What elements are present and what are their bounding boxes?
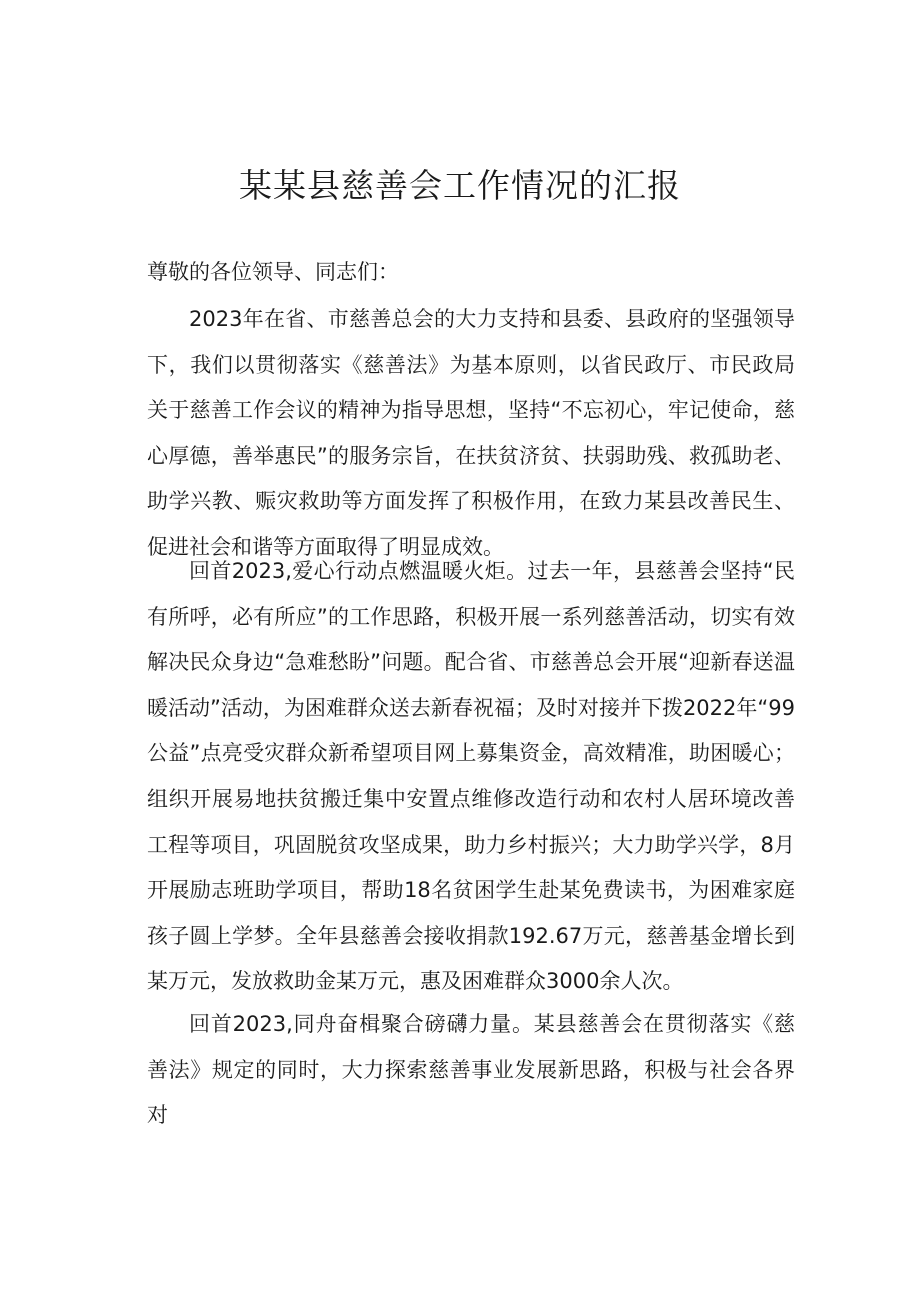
document-title: 某某县慈善会工作情况的汇报 [239, 166, 681, 205]
paragraph-joint-efforts: 回首2023,同舟奋楫聚合磅礴力量。某县慈善会在贯彻落实《慈善法》规定的同时，大力探索慈善事业发展新思路，积极与社会各界对 [147, 1012, 795, 1128]
paragraph-charity-actions: 回首2023,爱心行动点燃温暖火炬。过去一年，县慈善会坚持“民有所呼，必有所应”的工作思路，积极开展一系列慈善活动，切实有效解决民众身边“急难愁盼”问题。配合省、市慈善总会开展“迎新春送温暖活动”活动，为困难群众送去新春祝福；及时对接并下拨2022年“99公益”点亮受灾群众新希望项目网上募集资金，高效精准，助困暖心；组织开展易地扶贫搬迁集中安置点维修改造行动和农村人居环境改善工程等项目，巩固脱贫攻坚成果，助力乡村振兴；大力助学兴学，8月开展励志班助学项目，帮助18名贫困学生赴某免费读书，为困难家庭孩子圆上学梦。全年县慈善会接收捐款192.67万元，慈善基金增长到某万元，发放救助金某万元，惠及困难群众3000余人次。 [147, 559, 795, 994]
paragraph-intro: 2023年在省、市慈善总会的大力支持和县委、县政府的坚强领导下，我们以贯彻落实《慈善法》为基本原则，以省民政厅、市民政局关于慈善工作会议的精神为指导思想，坚持“不忘初心，牢记使命，慈心厚德，善举惠民”的服务宗旨，在扶贫济贫、扶弱助残、救孤助老、助学兴教、赈灾救助等方面发挥了积极作用，在致力某县改善民生、促进社会和谐等方面取得了明显成效。 [147, 307, 795, 559]
salutation: 尊敬的各位领导、同志们： [147, 260, 399, 284]
